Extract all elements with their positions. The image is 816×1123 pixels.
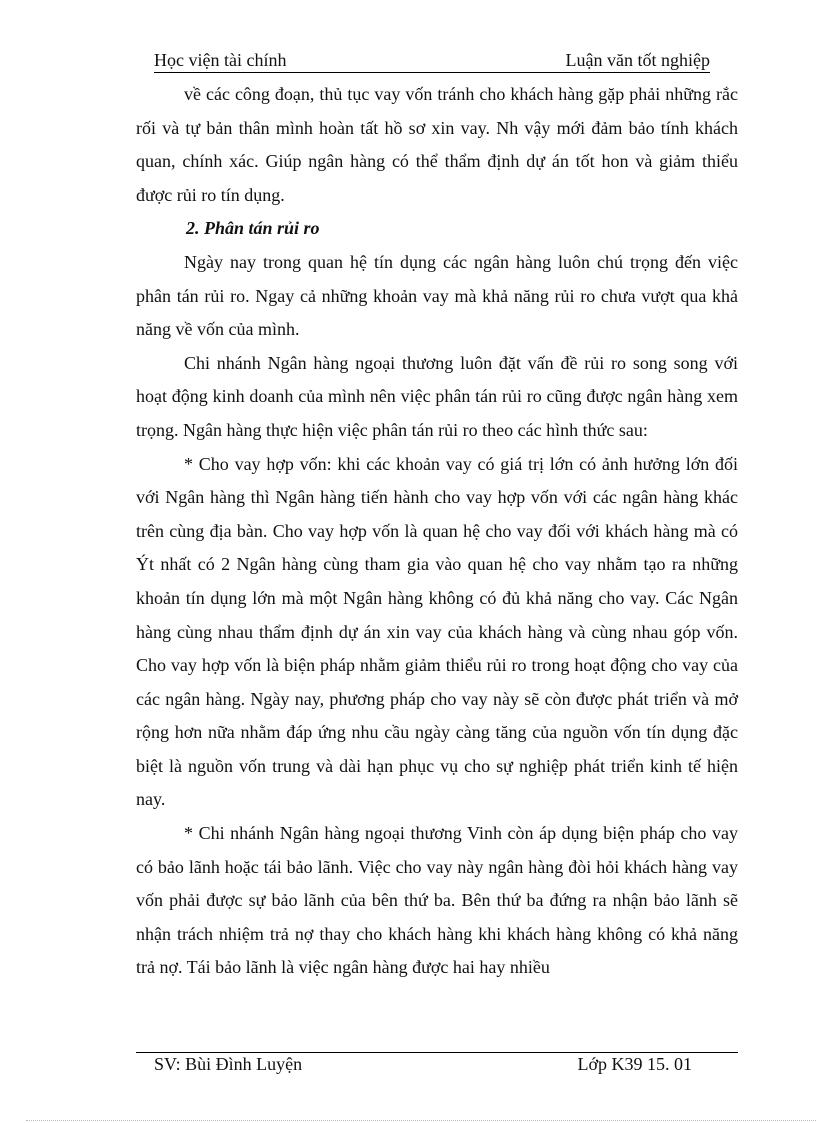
paragraph-3: Chi nhánh Ngân hàng ngoại thương luôn đặt vấn đề rủi ro song song với hoạt động kinh doanh của mình nên việc phân tán rủi ro cũng được ngân hàng xem trọng. Ngân hàng thực hiện việc phân tán rủi ro theo các hình thức sau: [136,352,738,440]
paragraph-1: về các công đoạn, thủ tục vay vốn tránh cho khách hàng gặp phải những rắc rối và tự bản thân mình hoàn tất hồ sơ xin vay. Nh vậy mới đảm bảo tính khách quan, chính xác. Giúp ngân hàng có thể thẩm định dự án tốt hon và giảm thiểu được rủi ro tín dụng. [136,84,738,205]
page-body [136,78,738,985]
paragraph-5: * Chi nhánh Ngân hàng ngoại thương Vinh còn áp dụng biện pháp cho vay có bảo lãnh hoặc tái bảo lãnh. Việc cho vay này ngân hàng đòi hỏi khách hàng vay vốn phải được sự bảo lãnh của bên thứ ba. Bên thứ ba đứng ra nhận bảo lãnh sẽ nhận trách nhiệm trả nợ thay cho khách hàng khi khách hàng không có khả năng trả nợ. Tái bảo lãnh là việc ngân hàng được hai hay nhiều [136,823,738,978]
page-header [154,50,710,73]
page-edge-divider [26,1120,816,1121]
footer-class: Lớp K39 15. 01 [577,1054,692,1074]
paragraph-4: * Cho vay hợp vốn: khi các khoản vay có giá trị lớn có ảnh hưởng lớn đối với Ngân hàng thì Ngân hàng tiến hành cho vay hợp vốn với các ngân hàng khác trên cùng địa bàn. Cho vay hợp vốn là quan hệ cho vay đối với khách hàng mà có Ýt nhất có 2 Ngân hàng cùng tham gia vào quan hệ cho vay nhằm tạo ra những khoản tín dụng lớn mà một Ngân hàng không có đủ khả năng cho vay. Các Ngân hàng cùng nhau thẩm định dự án xin vay của khách hàng và cùng nhau góp vốn. Cho vay hợp vốn là biện pháp nhằm giảm thiểu rủi ro trong hoạt động cho vay của các ngân hàng. Ngày nay, phương pháp cho vay này sẽ còn được phát triển và mở rộng hơn nữa nhằm đáp ứng nhu cầu ngày càng tăng của nguồn vốn tín dụng đặc biệt là nguồn vốn trung và dài hạn phục vụ cho sự nghiệp phát triển kinh tế hiện nay. [136,453,738,810]
header-document-type: Luận văn tốt nghiệp [565,50,710,70]
footer-student: SV: Bùi Đình Luyện [154,1054,303,1074]
section-heading: 2. Phân tán rủi ro [186,218,320,239]
paragraph-2: Ngày nay trong quan hệ tín dụng các ngân hàng luôn chú trọng đến việc phân tán rủi ro. Ngay cả những khoản vay mà khả năng rủi ro chưa vượt qua khả năng về vốn của mình. [136,251,738,340]
header-institution: Học viện tài chính [154,50,287,70]
footer-divider [136,1052,738,1053]
